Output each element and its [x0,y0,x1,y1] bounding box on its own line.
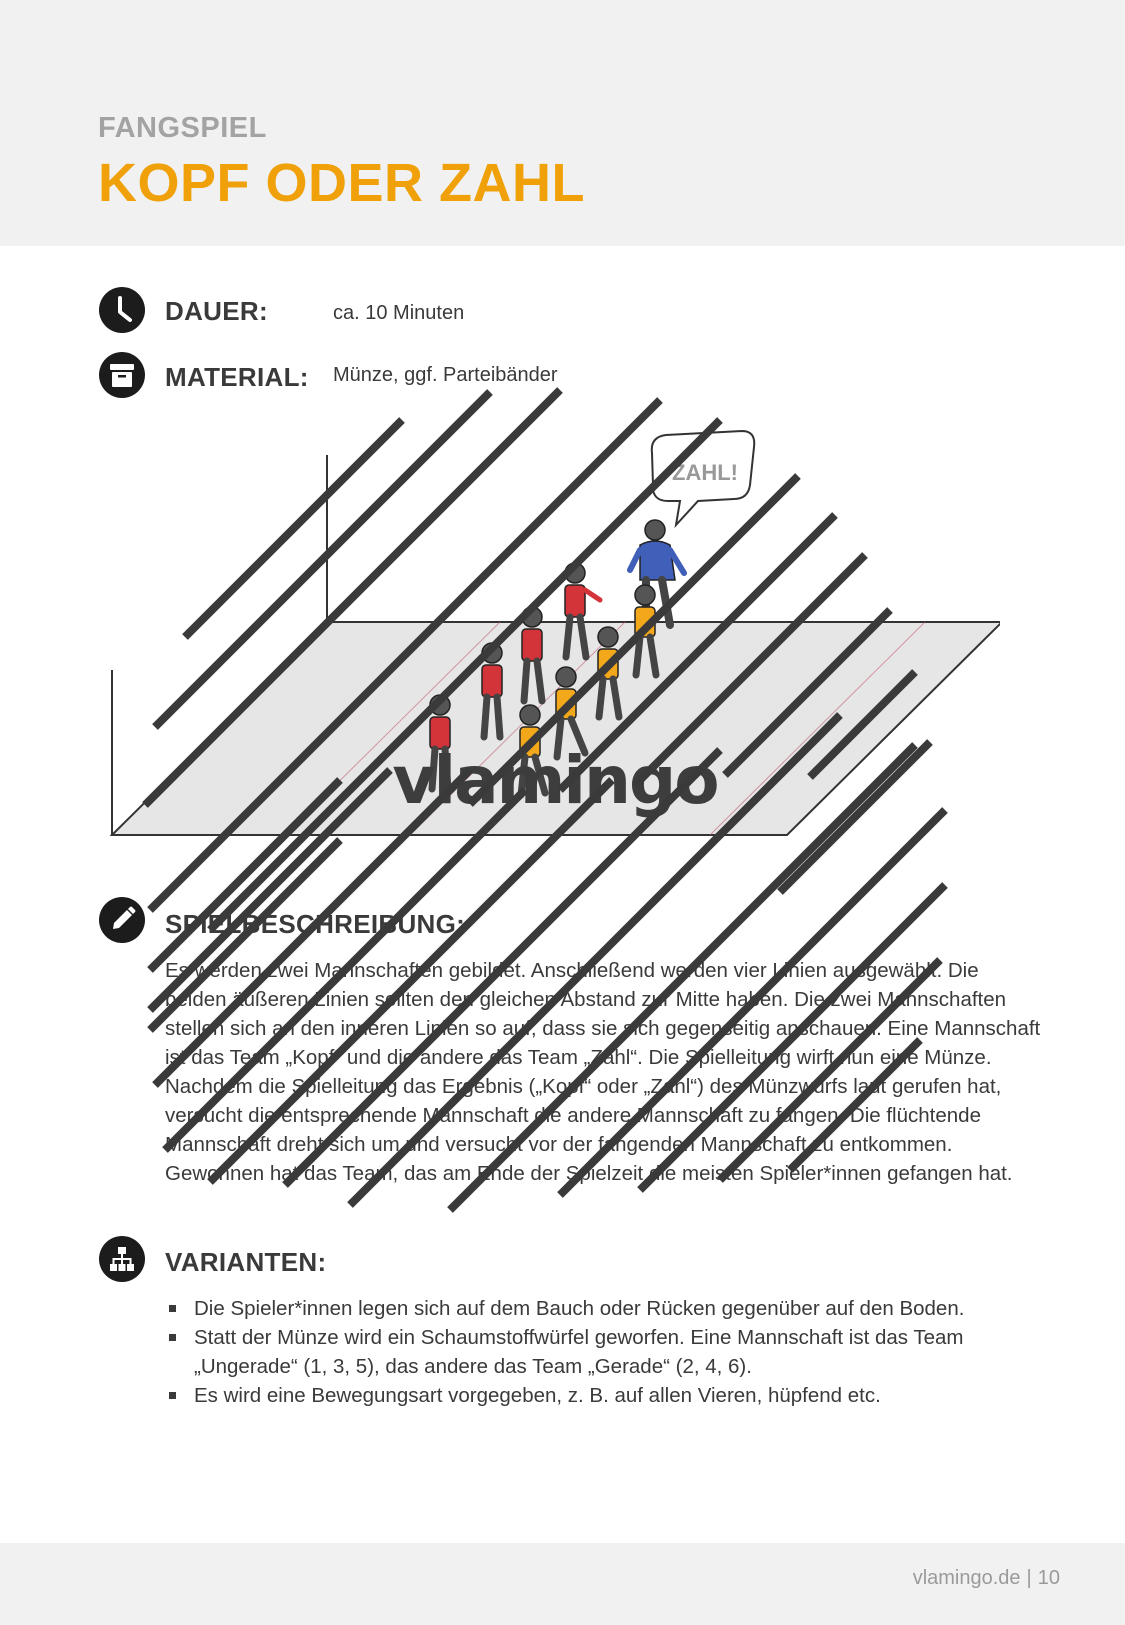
duration-value: ca. 10 Minuten [333,302,465,324]
bullet [169,1334,176,1341]
footer-text [913,1567,1060,1590]
bullet [169,1305,176,1312]
variant-item [165,1381,1045,1410]
game-illustration [100,385,1000,845]
variants-list [165,1294,1045,1410]
variant-item [165,1294,1045,1323]
clock-icon [99,287,145,333]
game-category: FANGSPIEL [98,112,267,144]
material-label: MATERIAL: [165,362,309,392]
page-header [0,0,1125,246]
variant-item [165,1323,1045,1381]
vlamingo-watermark: vlamingo [392,742,718,819]
page-number: 10 [1037,1567,1060,1589]
speech-text: ZAHL! [672,460,738,485]
duration-label: DAUER: [165,296,268,326]
description-heading: SPIELBESCHREIBUNG: [165,909,466,939]
material-value: Münze, ggf. Parteibänder [333,364,558,386]
page-footer [0,1543,1125,1625]
game-title: KOPF ODER ZAHL [98,153,585,213]
variant-text: Es wird eine Bewegungsart vorgegeben, z. B. auf allen Vieren, hüpfend etc. [194,1384,881,1407]
pencil-icon [99,897,145,943]
variant-text: Statt der Münze wird ein Schaumstoffwürfel geworfen. Eine Mannschaft ist das Team „Ungerade“ (1, 3, 5), das andere das Team „Gerade“ (2, 4, 6). [194,1326,964,1378]
variant-text: Die Spieler*innen legen sich auf dem Bauch oder Rücken gegenüber auf den Boden. [194,1297,965,1320]
sitemap-icon [99,1236,145,1282]
speech-bubble [652,431,754,525]
footer-site: vlamingo.de [912,1567,1021,1589]
bullet [169,1392,176,1399]
variants-heading: VARIANTEN: [165,1247,327,1277]
footer-separator: | [1026,1567,1032,1589]
description-text: Es werden zwei Mannschaften gebildet. Anschließend werden vier Linien ausgewählt. Die beiden äußeren Linien sollten den gleichen Abstand zur Mitte haben. Die zwei Mannschaften stellen sich an den inneren Linien so auf, dass sie sich gegenseitig anschauen. Eine Mannschaft ist das Team „Kopf“ und die andere das Team „Zahl“. Die Spielleitung wirft nun eine Münze. Nachdem die Spielleitung das Ergebnis („Kopf“ oder „Zahl“) des Münzwurfs laut gerufen hat, versucht die entsprechende Mannschaft die andere Mannschaft zu fangen. Die flüchtende Mannschaft dreht sich um und versucht vor der fangenden Mannschaft zu entkommen. Gewonnen hat das Team, das am Ende der Spielzeit die meisten Spieler*innen gefangen hat. [165,959,1041,1185]
